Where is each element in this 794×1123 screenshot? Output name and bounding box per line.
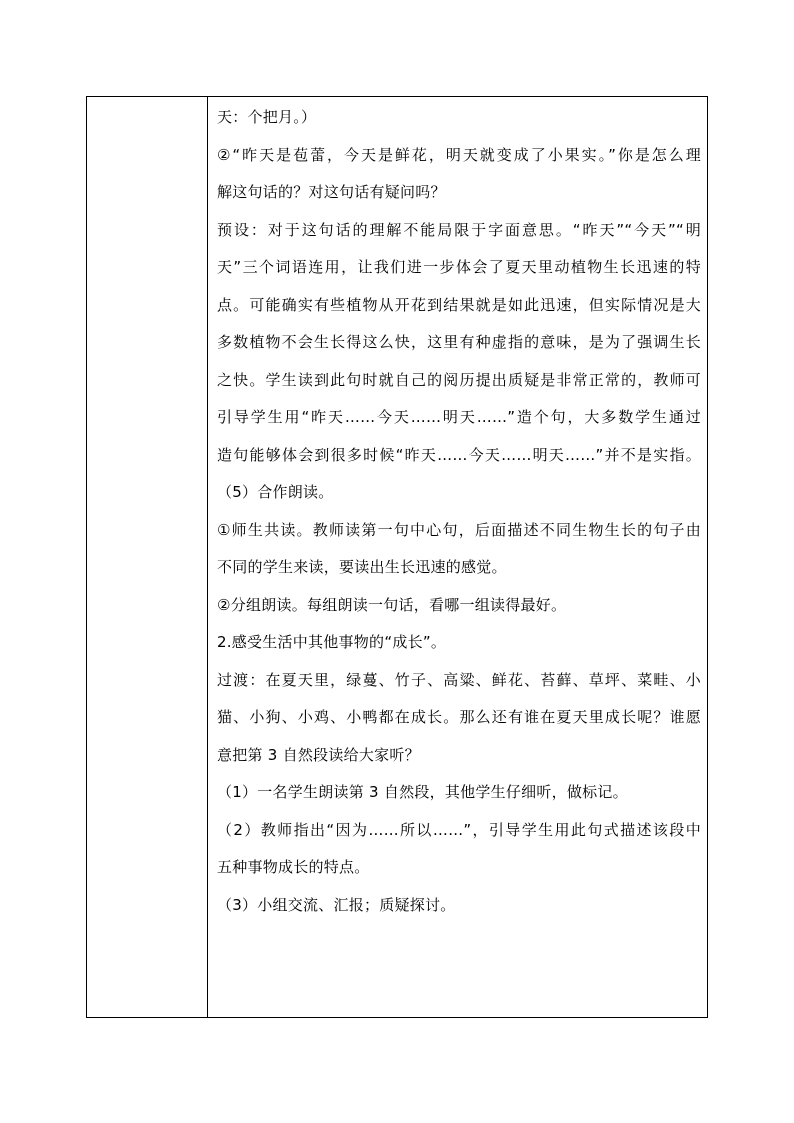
table-left-cell	[87, 97, 208, 1017]
text-line: 造句能够体会到很多时候“昨天……今天……明天……”并不是实指。	[217, 445, 701, 464]
text-line: 天”三个词语连用，让我们进一步体会了夏天里动植物生长迅速的特	[217, 258, 701, 276]
text-line: 之快。学生读到此句时就自己的阅历提出质疑是非常正常的，教师可	[217, 370, 701, 389]
text-line: 不同的学生来读，要读出生长迅速的感觉。	[217, 558, 507, 576]
text-line: ②分组朗读。每组朗读一句话，看哪一组读得最好。	[217, 595, 567, 614]
text-line: （3）小组交流、汇报；质疑探讨。	[217, 895, 456, 914]
text-line: ①师生共读。教师读第一句中心句，后面描述不同生物生长的句子由	[217, 520, 701, 539]
text-line: 意把第 3 自然段读给大家听？	[217, 745, 420, 764]
text-line: （5）合作朗读。	[217, 483, 334, 501]
text-line: 预设：对于这句话的理解不能局限于字面意思。“昨天”“今天”“明	[217, 220, 701, 239]
text-line: 解这句话的？对这句话有疑问吗？	[217, 183, 446, 201]
text-line: ②“昨天是苞蕾，今天是鲜花，明天就变成了小果实。”你是怎么理	[217, 145, 701, 164]
text-line: 猫、小狗、小鸡、小鸭都在成长。那么还有谁在夏天里成长呢？谁愿	[217, 708, 701, 726]
text-line: 多数植物不会生长得这么快，这里有种虚指的意味，是为了强调生长	[217, 333, 701, 351]
text-line: 2.感受生活中其他事物的“成长”。	[217, 633, 447, 651]
text-line: 五种事物成长的特点。	[217, 858, 370, 876]
text-line: 过渡：在夏天里，绿蔓、竹子、高粱、鲜花、苔藓、草坪、菜畦、小	[217, 670, 701, 689]
lesson-plan-table	[86, 96, 708, 1018]
text-line: 天：个把月。）	[217, 108, 317, 126]
text-line: 点。可能确实有些植物从开花到结果就是如此迅速，但实际情况是大	[217, 295, 701, 314]
text-line: （2）教师指出“因为……所以……”，引导学生用此句式描述该段中	[217, 820, 701, 839]
table-content-cell	[208, 97, 707, 1017]
text-line: 引导学生用“昨天……今天……明天……”造个句，大多数学生通过	[217, 408, 701, 426]
text-line: （1）一名学生朗读第 3 自然段，其他学生仔细听，做标记。	[217, 783, 628, 801]
